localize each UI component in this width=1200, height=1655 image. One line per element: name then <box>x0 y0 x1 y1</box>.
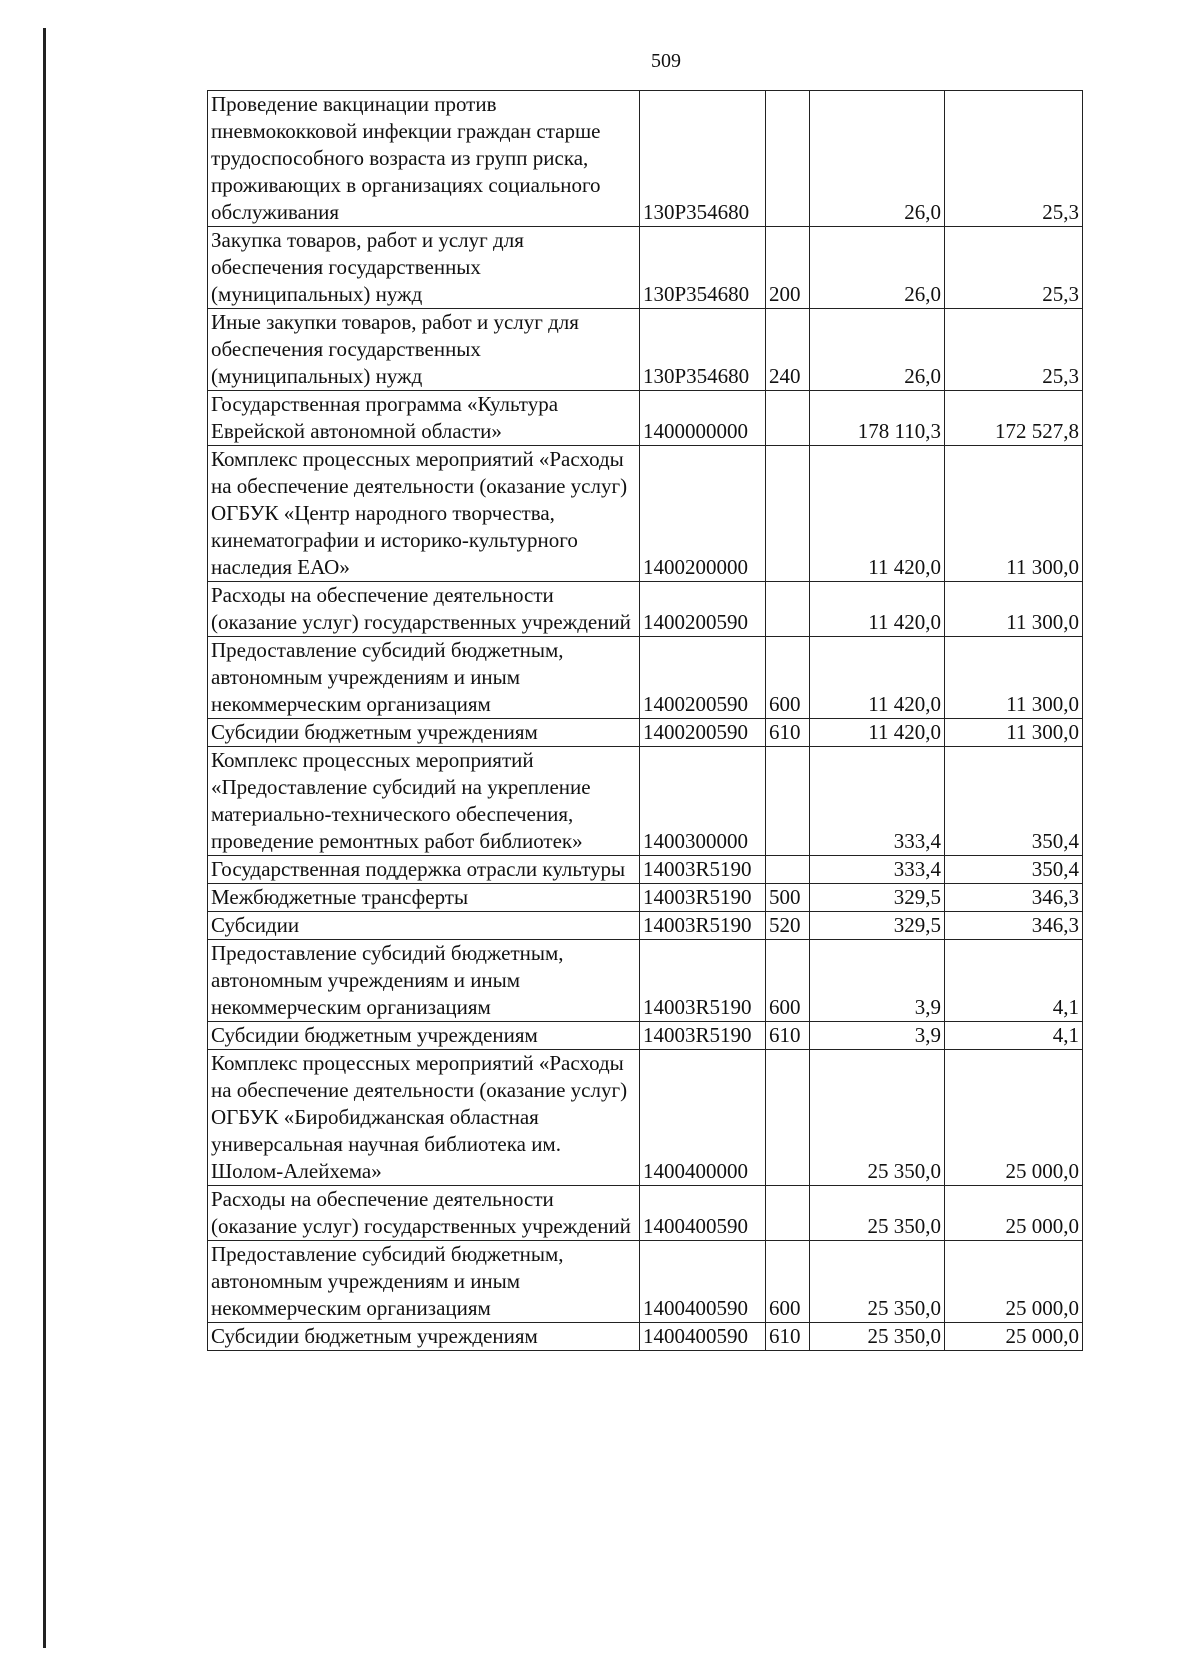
row-expense-type-cell <box>766 1050 810 1186</box>
row-name-cell: Субсидии бюджетным учреждениям <box>208 719 640 747</box>
row-amount-year2-cell: 25,3 <box>945 309 1083 391</box>
row-amount-year1-cell: 11 420,0 <box>810 637 945 719</box>
row-amount-year1-cell: 26,0 <box>810 91 945 227</box>
row-amount-year1-cell: 25 350,0 <box>810 1186 945 1241</box>
row-amount-year2-cell: 11 300,0 <box>945 582 1083 637</box>
row-amount-year1-cell: 333,4 <box>810 747 945 856</box>
row-amount-year1-cell: 178 110,3 <box>810 391 945 446</box>
row-amount-year1-cell: 329,5 <box>810 912 945 940</box>
row-code-cell: 1400300000 <box>640 747 766 856</box>
row-code-cell: 1400200590 <box>640 719 766 747</box>
table-row <box>208 747 1083 856</box>
row-amount-year2-cell: 11 300,0 <box>945 719 1083 747</box>
table-row <box>208 1186 1083 1241</box>
page-number: 509 <box>651 50 681 72</box>
row-code-cell: 1400200590 <box>640 637 766 719</box>
row-amount-year2-cell: 25 000,0 <box>945 1186 1083 1241</box>
row-name-cell: Субсидии бюджетным учреждениям <box>208 1323 640 1351</box>
row-expense-type-cell <box>766 91 810 227</box>
row-name-cell: Иные закупки товаров, работ и услуг для обеспечения государственных (муниципальных) нужд <box>208 309 640 391</box>
table-row <box>208 582 1083 637</box>
binding-edge-line <box>43 28 46 1648</box>
row-expense-type-cell: 610 <box>766 1323 810 1351</box>
table-row <box>208 856 1083 884</box>
table-row <box>208 719 1083 747</box>
table-row <box>208 940 1083 1022</box>
row-amount-year2-cell: 346,3 <box>945 912 1083 940</box>
table-row <box>208 91 1083 227</box>
row-amount-year2-cell: 11 300,0 <box>945 637 1083 719</box>
table-row <box>208 1323 1083 1351</box>
row-code-cell: 1400200590 <box>640 582 766 637</box>
table-row <box>208 309 1083 391</box>
row-name-cell: Государственная программа «Культура Еврейской автономной области» <box>208 391 640 446</box>
row-amount-year2-cell: 346,3 <box>945 884 1083 912</box>
row-name-cell: Предоставление субсидий бюджетным, автономным учреждениям и иным некоммерческим организациям <box>208 940 640 1022</box>
row-expense-type-cell <box>766 582 810 637</box>
row-name-cell: Субсидии бюджетным учреждениям <box>208 1022 640 1050</box>
row-amount-year1-cell: 333,4 <box>810 856 945 884</box>
row-expense-type-cell: 520 <box>766 912 810 940</box>
row-name-cell: Государственная поддержка отрасли культуры <box>208 856 640 884</box>
row-amount-year1-cell: 329,5 <box>810 884 945 912</box>
row-amount-year1-cell: 11 420,0 <box>810 582 945 637</box>
row-expense-type-cell: 610 <box>766 1022 810 1050</box>
row-code-cell: 130P354680 <box>640 227 766 309</box>
row-code-cell: 14003R5190 <box>640 856 766 884</box>
row-amount-year2-cell: 4,1 <box>945 940 1083 1022</box>
row-name-cell: Предоставление субсидий бюджетным, автономным учреждениям и иным некоммерческим организациям <box>208 1241 640 1323</box>
row-name-cell: Проведение вакцинации против пневмококковой инфекции граждан старше трудоспособного возраста из групп риска, проживающих в организациях социального обслуживания <box>208 91 640 227</box>
row-name-cell: Предоставление субсидий бюджетным, автономным учреждениям и иным некоммерческим организациям <box>208 637 640 719</box>
row-amount-year2-cell: 350,4 <box>945 747 1083 856</box>
row-amount-year2-cell: 25,3 <box>945 91 1083 227</box>
row-code-cell: 130P354680 <box>640 91 766 227</box>
row-expense-type-cell: 600 <box>766 637 810 719</box>
row-code-cell: 1400400590 <box>640 1241 766 1323</box>
row-expense-type-cell <box>766 856 810 884</box>
table-row <box>208 227 1083 309</box>
row-amount-year1-cell: 25 350,0 <box>810 1241 945 1323</box>
row-code-cell: 1400400590 <box>640 1186 766 1241</box>
row-amount-year2-cell: 11 300,0 <box>945 446 1083 582</box>
row-expense-type-cell: 610 <box>766 719 810 747</box>
row-code-cell: 1400400590 <box>640 1323 766 1351</box>
row-amount-year2-cell: 172 527,8 <box>945 391 1083 446</box>
row-amount-year2-cell: 25 000,0 <box>945 1241 1083 1323</box>
row-amount-year1-cell: 11 420,0 <box>810 719 945 747</box>
table-row <box>208 1050 1083 1186</box>
budget-table <box>207 90 1083 1351</box>
table-row <box>208 637 1083 719</box>
row-code-cell: 1400400000 <box>640 1050 766 1186</box>
row-name-cell: Комплекс процессных мероприятий «Расходы на обеспечение деятельности (оказание услуг) ОГБУК «Биробиджанская областная универсальная научная библиотека им. Шолом-Алейхема» <box>208 1050 640 1186</box>
row-expense-type-cell <box>766 391 810 446</box>
row-amount-year1-cell: 26,0 <box>810 227 945 309</box>
table-row <box>208 1022 1083 1050</box>
row-code-cell: 14003R5190 <box>640 912 766 940</box>
row-amount-year2-cell: 25 000,0 <box>945 1050 1083 1186</box>
row-name-cell: Межбюджетные трансферты <box>208 884 640 912</box>
row-amount-year2-cell: 25,3 <box>945 227 1083 309</box>
row-name-cell: Комплекс процессных мероприятий «Расходы на обеспечение деятельности (оказание услуг) ОГБУК «Центр народного творчества, кинематографии и историко-культурного наследия ЕАО» <box>208 446 640 582</box>
row-amount-year1-cell: 25 350,0 <box>810 1323 945 1351</box>
table-row <box>208 446 1083 582</box>
row-expense-type-cell: 600 <box>766 940 810 1022</box>
table-row <box>208 884 1083 912</box>
row-amount-year1-cell: 3,9 <box>810 1022 945 1050</box>
table-row <box>208 912 1083 940</box>
row-code-cell: 14003R5190 <box>640 884 766 912</box>
row-amount-year2-cell: 350,4 <box>945 856 1083 884</box>
row-name-cell: Расходы на обеспечение деятельности (оказание услуг) государственных учреждений <box>208 1186 640 1241</box>
row-expense-type-cell <box>766 747 810 856</box>
row-name-cell: Субсидии <box>208 912 640 940</box>
row-code-cell: 130P354680 <box>640 309 766 391</box>
row-code-cell: 1400000000 <box>640 391 766 446</box>
row-expense-type-cell <box>766 446 810 582</box>
row-amount-year1-cell: 3,9 <box>810 940 945 1022</box>
row-expense-type-cell <box>766 1186 810 1241</box>
row-name-cell: Закупка товаров, работ и услуг для обеспечения государственных (муниципальных) нужд <box>208 227 640 309</box>
table-row <box>208 391 1083 446</box>
row-amount-year2-cell: 25 000,0 <box>945 1323 1083 1351</box>
row-expense-type-cell: 200 <box>766 227 810 309</box>
row-code-cell: 14003R5190 <box>640 940 766 1022</box>
row-expense-type-cell: 240 <box>766 309 810 391</box>
row-code-cell: 14003R5190 <box>640 1022 766 1050</box>
row-name-cell: Комплекс процессных мероприятий «Предоставление субсидий на укрепление материально-технического обеспечения, проведение ремонтных работ библиотек» <box>208 747 640 856</box>
budget-table-body <box>208 91 1083 1351</box>
row-amount-year1-cell: 11 420,0 <box>810 446 945 582</box>
row-amount-year1-cell: 26,0 <box>810 309 945 391</box>
row-expense-type-cell: 600 <box>766 1241 810 1323</box>
row-code-cell: 1400200000 <box>640 446 766 582</box>
row-amount-year2-cell: 4,1 <box>945 1022 1083 1050</box>
row-name-cell: Расходы на обеспечение деятельности (оказание услуг) государственных учреждений <box>208 582 640 637</box>
table-row <box>208 1241 1083 1323</box>
row-expense-type-cell: 500 <box>766 884 810 912</box>
row-amount-year1-cell: 25 350,0 <box>810 1050 945 1186</box>
